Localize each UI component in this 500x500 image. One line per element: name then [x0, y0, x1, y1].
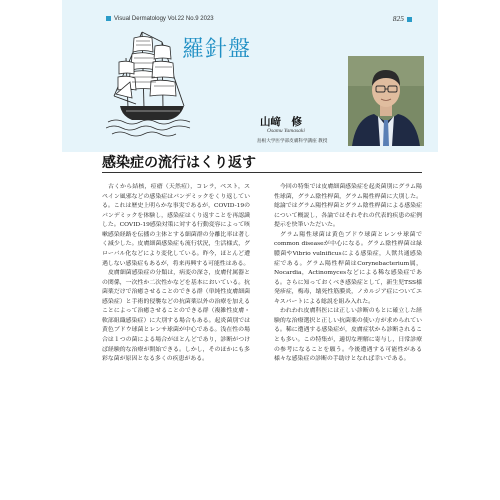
article-column-right: [274, 183, 422, 365]
square-bullet-icon: [407, 17, 412, 22]
author-name: 山﨑 修: [260, 116, 302, 128]
column-title: 羅針盤: [182, 37, 252, 62]
paragraph: グラム陽性球菌は黄色ブドウ球菌とレンサ球菌でcommon diseaseが中心になる。グラム陰性桿菌は緑膿菌やVibrio vulnificusによる感染症，人獣共通感染症である。グラム陽性桿菌はCorynebacterium属，Nocardia，Actinomycesなどによる稀な感染症である。さらに知っておくべき感染症として，新生児TSS様発疹症，梅毒，壊死性筋膜炎，ノカルジア症についてエキスパートによる総説を組み入れた。: [274, 231, 422, 305]
article-column-left: [102, 183, 250, 365]
paragraph: 古くから結核，痘瘡（天然痘），コレラ，ペスト，スペイン風邪などの感染症はパンデミックをくり返している。これは歴史上明らかな事実であるが，COVID-19のパンデミックを体験し，感染症はくり返すことを再認識した。COVID-19感染対策に対する行動変容によって咳嗽感染経路を伝播の主体とする細菌群の分離比率は著しく減少した。皮膚細菌感染症も流行状況，生活様式，グローバル化などにより変化している。昨今，ほとんど遭遇しない感染症もあるが，将来再興する可能性はある。: [102, 184, 250, 267]
page-number: [393, 14, 412, 23]
journal-name: Visual Dermatology Vol.22 No.9 2023: [114, 16, 214, 23]
sailing-ship-icon: [106, 22, 192, 140]
column-header: [62, 0, 438, 152]
paragraph: 皮膚細菌感染症の分類は，病変の深さ，皮膚付属器との関係，一次性か二次性かなどを基本においている。抗菌薬だけで治癒させることのできる群（単純性皮膚細菌感染症）と手術的侵襲などの抗菌薬以外の治療を加えることによって治癒させることのできる群（複雑性皮膚・軟部組織感染症）に大別する場合もある。起炎菌別では黄色ブドウ球菌とレンサ球菌が中心である。浅在性の場合は１つの菌による場合がほとんどであり，診断がつけば経験的な治療が開始できる。しかし，そのほかにも多彩な菌が原因となる多くの疾患がある。: [102, 270, 250, 363]
paragraph: われわれ皮膚科医には正しい診断のもとに確立した経験的な治療選択と正しい抗菌薬の使い方が求められている。稀に遭遇する感染症が，皮膚症状から診断されることも多い。この特集が，適切な理解に寄与し，日常診療の参考になることを願う。今後遭遇する可能性がある様々な感染症の診断の手助けとなれば幸いである。: [274, 308, 422, 363]
author-photo: [348, 56, 424, 146]
square-bullet-icon: [106, 16, 111, 21]
journal-page: [62, 0, 438, 500]
page-number-text: 825: [392, 14, 404, 23]
author-name-roman: Osamu Yamasaki: [267, 128, 305, 134]
article-title: 感染症の流行はくり返す: [102, 155, 256, 171]
paragraph: 今回の特集では皮膚細菌感染症を起炎菌別にグラム陽性球菌，グラム陰性桿菌，グラム陽性桿菌に大別した。総論ではグラム陽性桿菌とグラム陰性桿菌による感染症について概説し，各論ではそれぞれの代表的疾患の症例提示を快筆いただいた。: [274, 184, 422, 229]
title-divider: [102, 172, 422, 173]
author-affiliation: 島根大学医学部皮膚科学講座 教授: [257, 139, 328, 144]
